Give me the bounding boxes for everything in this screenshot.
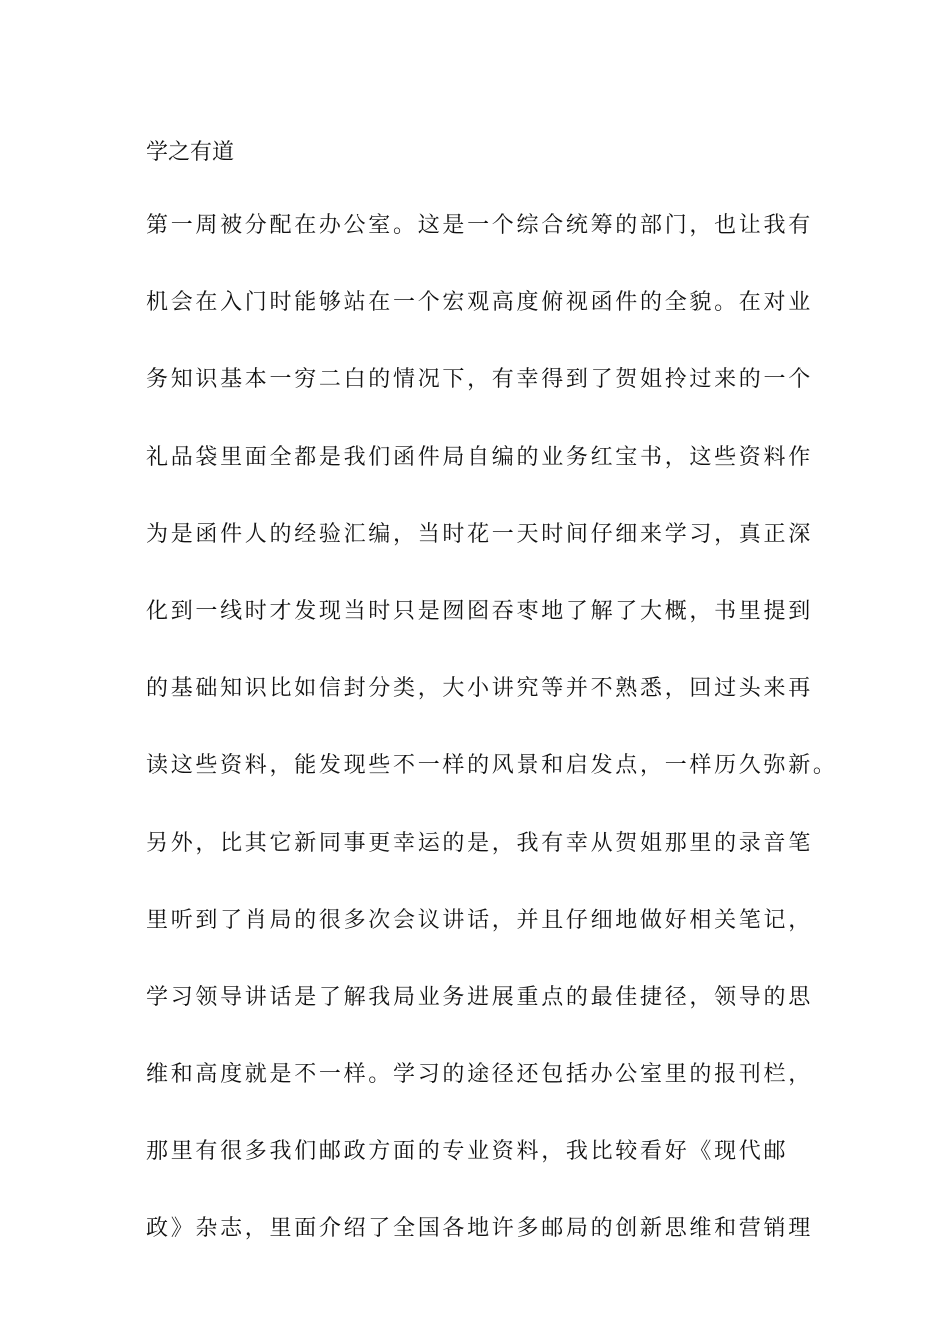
text-line: 里听到了肖局的很多次会议讲话，并且仔细地做好相关笔记，: [146, 907, 813, 933]
text-line: 那里有很多我们邮政方面的专业资料，我比较看好《现代邮: [146, 1139, 789, 1165]
text-line: 政》杂志，里面介绍了全国各地许多邮局的创新思维和营销理: [146, 1216, 813, 1242]
text-line: 为是函件人的经验汇编，当时花一天时间仔细来学习，真正深: [146, 521, 813, 547]
text-line: 第一周被分配在办公室。这是一个综合统筹的部门，也让我有: [146, 213, 813, 238]
text-line: 维和高度就是不一样。学习的途径还包括办公室里的报刊栏，: [146, 1062, 813, 1088]
text-line: 化到一线时才发现当时只是囫囵吞枣地了解了大概，书里提到: [146, 598, 813, 624]
document-title: 学之有道: [146, 140, 235, 165]
document-body: [146, 211, 866, 1292]
text-line: 学习领导讲话是了解我局业务进展重点的最佳捷径，领导的思: [146, 984, 813, 1010]
text-line: 礼品袋里面全都是我们函件局自编的业务红宝书，这些资料作: [146, 444, 813, 470]
text-line: 另外，比其它新同事更幸运的是，我有幸从贺姐那里的录音笔: [146, 830, 813, 856]
text-line: 务知识基本一穷二白的情况下，有幸得到了贺姐拎过来的一个: [146, 367, 813, 393]
text-line: 的基础知识比如信封分类，大小讲究等并不熟悉，回过头来再: [146, 676, 813, 702]
text-line: 读这些资料，能发现些不一样的风景和启发点，一样历久弥新。: [146, 753, 838, 779]
text-line: 机会在入门时能够站在一个宏观高度俯视函件的全貌。在对业: [146, 290, 813, 316]
